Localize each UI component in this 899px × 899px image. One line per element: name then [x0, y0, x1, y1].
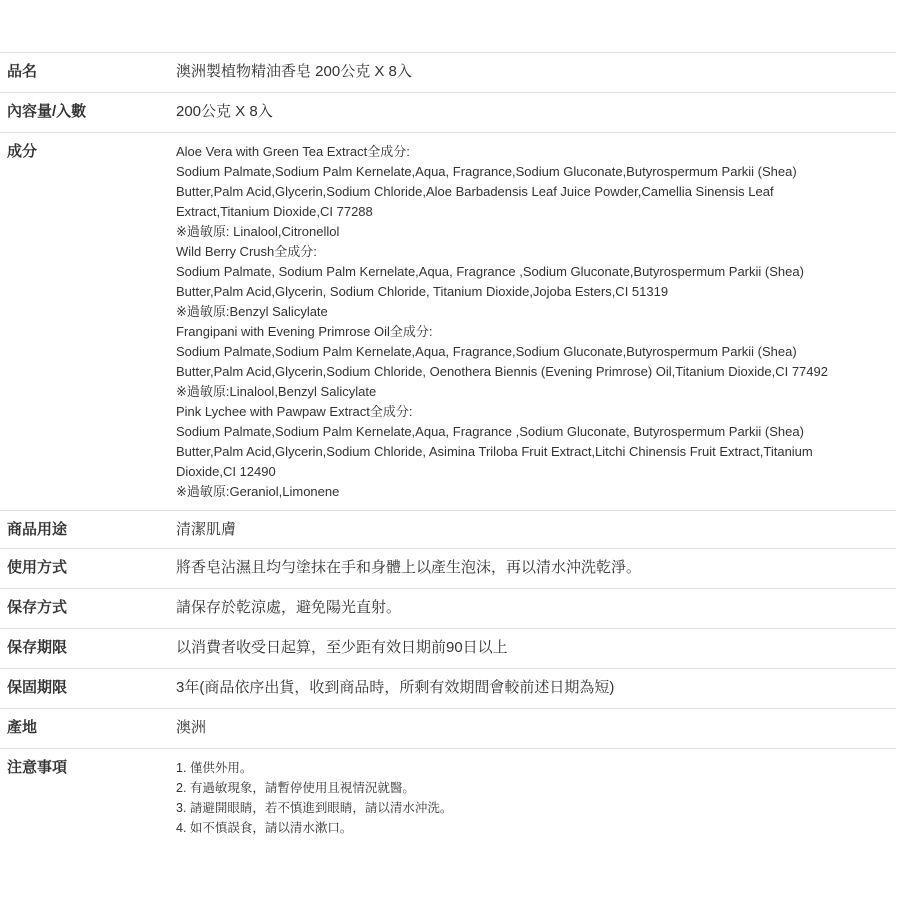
text-line: Butter,Palm Acid,Glycerin,Sodium Chloride,Aloe Barbadensis Leaf Juice Powder,Camellia Sinensis Leaf — [176, 184, 774, 199]
row-value: 澳洲 — [176, 719, 207, 736]
row-label: 商品用途 — [7, 521, 68, 538]
row-value: 200公克 X 8入 — [176, 103, 273, 120]
row-label: 保存期限 — [7, 639, 68, 656]
row-product-name — [0, 53, 896, 93]
text-line: Sodium Palmate,Sodium Palm Kernelate,Aqua, Fragrance ,Sodium Gluconate, Butyrospermum Parkii (Shea) — [176, 424, 804, 439]
row-storage-period — [0, 629, 896, 669]
row-storage — [0, 589, 896, 629]
text-line: 3. 請避開眼睛，若不慎進到眼睛，請以清水沖洗。 — [176, 801, 453, 815]
row-value: 澳洲製植物精油香皂 200公克 X 8入 — [176, 63, 412, 80]
text-line: Pink Lychee with Pawpaw Extract全成分: — [176, 404, 413, 419]
row-label: 使用方式 — [7, 559, 68, 576]
row-value: 將香皂沾濕且均勻塗抹在手和身體上以產生泡沫，再以清水沖洗乾淨。 — [176, 559, 642, 576]
notes-list — [176, 749, 896, 848]
text-line: Butter,Palm Acid,Glycerin,Sodium Chloride, Asimina Triloba Fruit Extract,Litchi Chinensis Fruit Extract,Titanium — [176, 444, 813, 459]
text-line: Butter,Palm Acid,Glycerin,Sodium Chloride, Oenothera Biennis (Evening Primrose) Oil,Titanium Dioxide,CI 77492 — [176, 364, 828, 379]
row-value: 3年(商品依序出貨，收到商品時，所剩有效期間會較前述日期為短) — [176, 679, 615, 696]
row-origin — [0, 709, 896, 749]
row-ingredients — [0, 133, 896, 511]
text-line: Dioxide,CI 12490 — [176, 464, 276, 479]
text-line: ※過敏原:Benzyl Salicylate — [176, 304, 328, 319]
row-capacity — [0, 93, 896, 133]
row-value: 以消費者收受日起算，至少距有效日期前90日以上 — [176, 639, 508, 656]
text-line: ※過敏原:Geraniol,Limonene — [176, 484, 340, 499]
row-label: 成分 — [7, 143, 38, 160]
text-line: 2. 有過敏現象，請暫停使用且視情況就醫。 — [176, 781, 415, 795]
ingredients-list — [176, 133, 896, 510]
row-label: 注意事項 — [7, 759, 68, 776]
row-label: 保固期限 — [7, 679, 68, 696]
product-spec-table — [0, 52, 896, 848]
row-label: 保存方式 — [7, 599, 68, 616]
row-label: 品名 — [7, 63, 38, 80]
text-line: Sodium Palmate, Sodium Palm Kernelate,Aqua, Fragrance ,Sodium Gluconate,Butyrospermum Parkii (Shea) — [176, 264, 804, 279]
row-value: 請保存於乾涼處，避免陽光直射。 — [176, 599, 402, 616]
text-line: 1. 僅供外用。 — [176, 761, 253, 775]
text-line: 4. 如不慎誤食，請以清水漱口。 — [176, 821, 353, 835]
text-line: Sodium Palmate,Sodium Palm Kernelate,Aqua, Fragrance,Sodium Gluconate,Butyrospermum Parkii (Shea) — [176, 344, 797, 359]
row-label: 產地 — [7, 719, 38, 736]
row-usage-purpose — [0, 511, 896, 549]
text-line: Butter,Palm Acid,Glycerin, Sodium Chloride, Titanium Dioxide,Jojoba Esters,CI 51319 — [176, 284, 669, 299]
text-line: ※過敏原:Linalool,Benzyl Salicylate — [176, 384, 377, 399]
row-value: 清潔肌膚 — [176, 521, 237, 538]
row-shelf-life — [0, 669, 896, 709]
row-notes — [0, 749, 896, 848]
text-line: Aloe Vera with Green Tea Extract全成分: — [176, 144, 410, 159]
row-label: 內容量/入數 — [7, 103, 87, 120]
row-usage-method — [0, 549, 896, 589]
text-line: Frangipani with Evening Primrose Oil全成分: — [176, 324, 433, 339]
text-line: Extract,Titanium Dioxide,CI 77288 — [176, 204, 373, 219]
text-line: Sodium Palmate,Sodium Palm Kernelate,Aqua, Fragrance,Sodium Gluconate,Butyrospermum Parkii (Shea) — [176, 164, 797, 179]
text-line: Wild Berry Crush全成分: — [176, 244, 317, 259]
text-line: ※過敏原: Linalool,Citronellol — [176, 224, 340, 239]
